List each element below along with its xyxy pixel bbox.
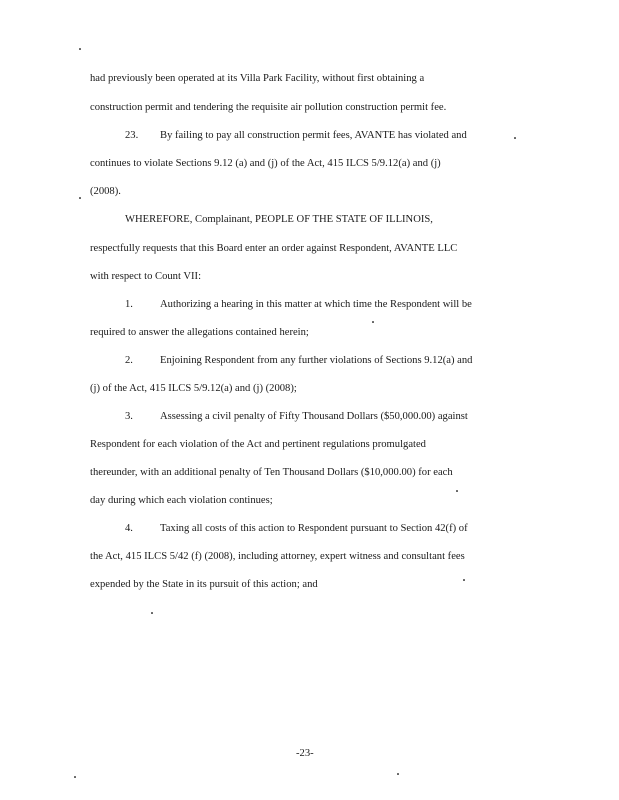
body-line: required to answer the allegations contained herein; bbox=[90, 327, 309, 338]
body-line: Assessing a civil penalty of Fifty Thousand Dollars ($50,000.00) against bbox=[160, 411, 468, 422]
page-number: -23- bbox=[296, 748, 314, 759]
body-line: Authorizing a hearing in this matter at which time the Respondent will be bbox=[160, 299, 472, 310]
body-line: Enjoining Respondent from any further violations of Sections 9.12(a) and bbox=[160, 355, 473, 366]
scan-speck bbox=[79, 48, 81, 50]
scan-speck bbox=[397, 773, 399, 775]
scan-speck bbox=[151, 612, 153, 614]
item-number: 2. bbox=[125, 355, 133, 366]
body-line: Respondent for each violation of the Act and pertinent regulations promulgated bbox=[90, 439, 426, 450]
scan-speck bbox=[514, 137, 516, 139]
body-line: Taxing all costs of this action to Respondent pursuant to Section 42(f) of bbox=[160, 523, 468, 534]
scan-speck bbox=[372, 321, 374, 323]
item-number: 1. bbox=[125, 299, 133, 310]
body-line: the Act, 415 ILCS 5/42 (f) (2008), including attorney, expert witness and consultant fees bbox=[90, 551, 465, 562]
scan-speck bbox=[74, 776, 76, 778]
wherefore-line: WHEREFORE, Complainant, PEOPLE OF THE STATE OF ILLINOIS, bbox=[125, 214, 433, 225]
body-line: continues to violate Sections 9.12 (a) and (j) of the Act, 415 ILCS 5/9.12(a) and (j) bbox=[90, 158, 441, 169]
scan-speck bbox=[456, 490, 458, 492]
scan-speck bbox=[463, 579, 465, 581]
body-line: construction permit and tendering the requisite air pollution construction permit fee. bbox=[90, 102, 447, 113]
body-line: expended by the State in its pursuit of this action; and bbox=[90, 579, 318, 590]
body-line: had previously been operated at its Villa Park Facility, without first obtaining a bbox=[90, 73, 425, 84]
scan-speck bbox=[79, 197, 81, 199]
body-line: with respect to Count VII: bbox=[90, 271, 202, 282]
item-number: 3. bbox=[125, 411, 133, 422]
item-number: 4. bbox=[125, 523, 133, 534]
body-line: respectfully requests that this Board enter an order against Respondent, AVANTE LLC bbox=[90, 243, 458, 254]
body-line: day during which each violation continues; bbox=[90, 495, 273, 506]
paragraph-number: 23. bbox=[125, 130, 139, 141]
body-line: (j) of the Act, 415 ILCS 5/9.12(a) and (j) (2008); bbox=[90, 383, 297, 394]
body-line: (2008). bbox=[90, 186, 121, 197]
body-line: thereunder, with an additional penalty of Ten Thousand Dollars ($10,000.00) for each bbox=[90, 467, 453, 478]
body-line: By failing to pay all construction permit fees, AVANTE has violated and bbox=[160, 130, 467, 141]
